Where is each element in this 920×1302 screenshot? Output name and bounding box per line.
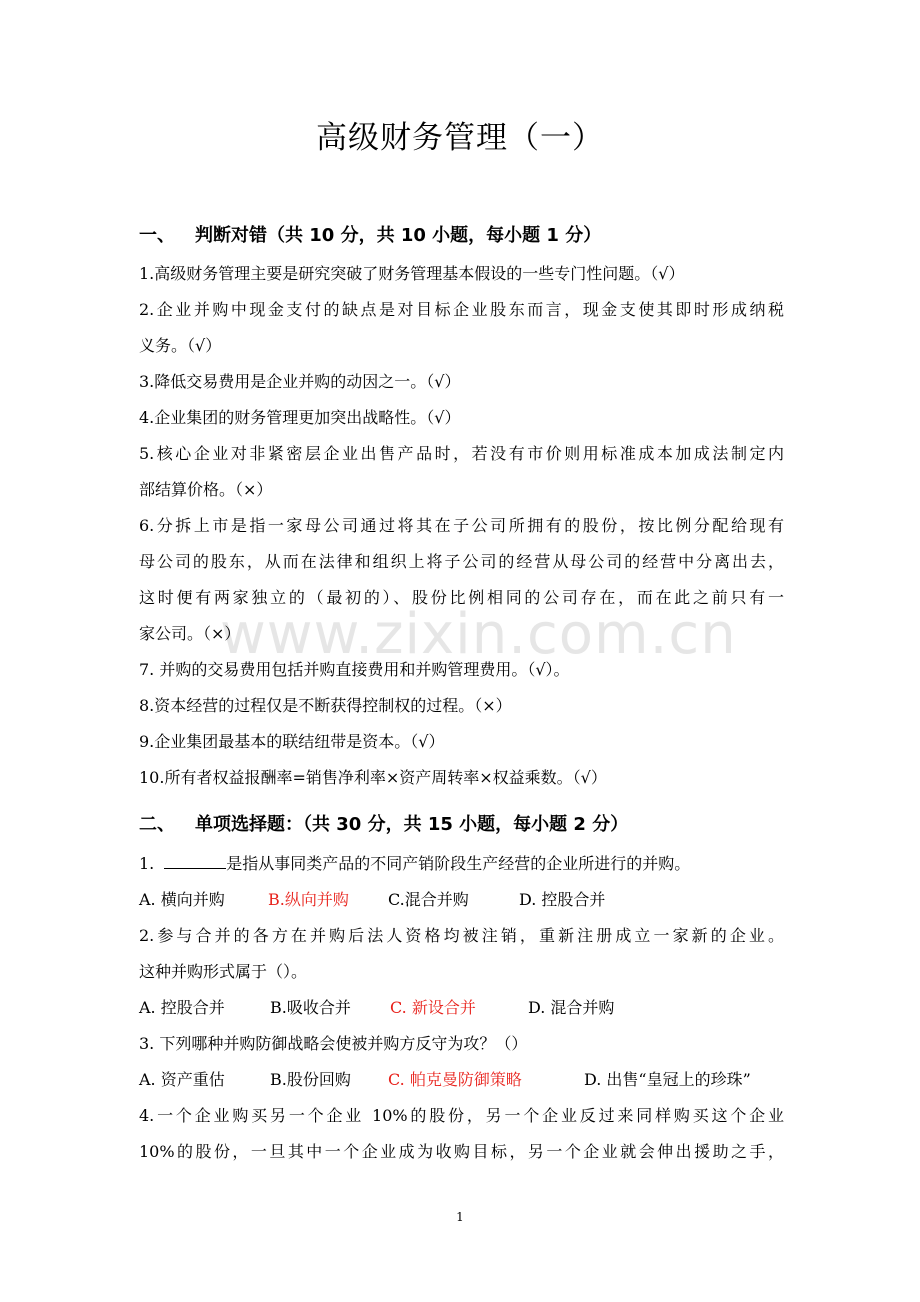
section2-title: 单项选择题：（共 30 分，共 15 小题，每小题 2 分） bbox=[195, 814, 629, 835]
q2-line-1: 2.参与合并的各方在并购后法人资格均被注销，重新注册成立一家新的企业。 bbox=[139, 926, 784, 945]
q4-line-2: 10%的股份，一旦其中一个企业成为收购目标，另一个企业就会伸出援助之手， bbox=[139, 1142, 784, 1161]
s1-line-4: 3.降低交易费用是企业并购的动因之一。（√） bbox=[139, 372, 461, 391]
q2-option-c: C. 新设合并 bbox=[390, 998, 476, 1017]
q3-stem: 3. 下列哪种并购防御战略会使被并购方反守为攻？（） bbox=[139, 1034, 528, 1053]
q2-option-b: B.吸收合并 bbox=[270, 998, 351, 1017]
q1-text: 是指从事同类产品的不同产销阶段生产经营的企业所进行的并购。 bbox=[226, 854, 691, 873]
section1-number: 一、 bbox=[139, 225, 175, 246]
section2-heading bbox=[139, 810, 628, 836]
q4-line-1: 4.一个企业购买另一个企业 10%的股份，另一个企业反过来同样购买这个企业 bbox=[139, 1106, 784, 1125]
watermark: www.zixin.com.cn bbox=[220, 602, 737, 667]
page-number: 1 bbox=[456, 1210, 464, 1224]
q2-options bbox=[139, 996, 784, 1020]
s1-line-1: 1.高级财务管理主要是研究突破了财务管理基本假设的一些专门性问题。（√） bbox=[139, 264, 685, 283]
q3-options bbox=[139, 1068, 784, 1092]
q1-option-c: C.混合并购 bbox=[388, 890, 469, 909]
section2-number: 二、 bbox=[139, 814, 175, 835]
s1-line-9: 母公司的股东，从而在法律和组织上将子公司的经营从母公司的经营中分离出去， bbox=[139, 552, 784, 571]
q3-option-d: D. 出售“皇冠上的珍珠” bbox=[584, 1070, 751, 1089]
s1-line-5: 4.企业集团的财务管理更加突出战略性。（√） bbox=[139, 408, 461, 427]
s1-line-10: 这时便有两家独立的（最初的）、股份比例相同的公司存在，而在此之前只有一 bbox=[139, 588, 784, 607]
s1-line-8: 6.分拆上市是指一家母公司通过将其在子公司所拥有的股份，按比例分配给现有 bbox=[139, 516, 784, 535]
q3-option-c: C. 帕克曼防御策略 bbox=[388, 1070, 522, 1089]
section1-title: 判断对错（共 10 分，共 10 小题，每小题 1 分） bbox=[195, 225, 602, 246]
q2-option-d: D. 混合并购 bbox=[528, 998, 615, 1017]
q1-stem bbox=[139, 852, 784, 876]
q1-prefix: 1. bbox=[139, 854, 155, 873]
q2-option-a: A. 控股合并 bbox=[139, 998, 225, 1017]
q1-options bbox=[139, 888, 784, 912]
q1-option-b: B.纵向并购 bbox=[268, 890, 349, 909]
s1-line-3: 义务。（√） bbox=[139, 336, 222, 355]
q3-option-b: B.股份回购 bbox=[270, 1070, 351, 1089]
q1-option-a: A. 横向并购 bbox=[139, 890, 225, 909]
s1-line-11: 家公司。（×） bbox=[139, 624, 241, 643]
s1-line-13: 8.资本经营的过程仅是不断获得控制权的过程。（×） bbox=[139, 696, 512, 715]
s1-line-15: 10.所有者权益报酬率=销售净利率×资产周转率×权益乘数。（√） bbox=[139, 768, 607, 787]
section1-heading bbox=[139, 221, 601, 247]
q2-line-2: 这种并购形式属于（）。 bbox=[139, 962, 308, 981]
s1-line-2: 2.企业并购中现金支付的缺点是对目标企业股东而言，现金支使其即时形成纳税 bbox=[139, 300, 784, 319]
q1-blank bbox=[164, 854, 226, 869]
s1-line-14: 9.企业集团最基本的联结纽带是资本。（√） bbox=[139, 732, 445, 751]
q1-option-d: D. 控股合并 bbox=[519, 890, 606, 909]
s1-line-12: 7. 并购的交易费用包括并购直接费用和并购管理费用。（√）。 bbox=[139, 660, 570, 679]
s1-line-7: 部结算价格。（×） bbox=[139, 480, 273, 499]
q3-option-a: A. 资产重估 bbox=[139, 1070, 225, 1089]
page-title: 高级财务管理（一） bbox=[316, 120, 604, 156]
s1-line-6: 5.核心企业对非紧密层企业出售产品时，若没有市价则用标准成本加成法制定内 bbox=[139, 444, 784, 463]
